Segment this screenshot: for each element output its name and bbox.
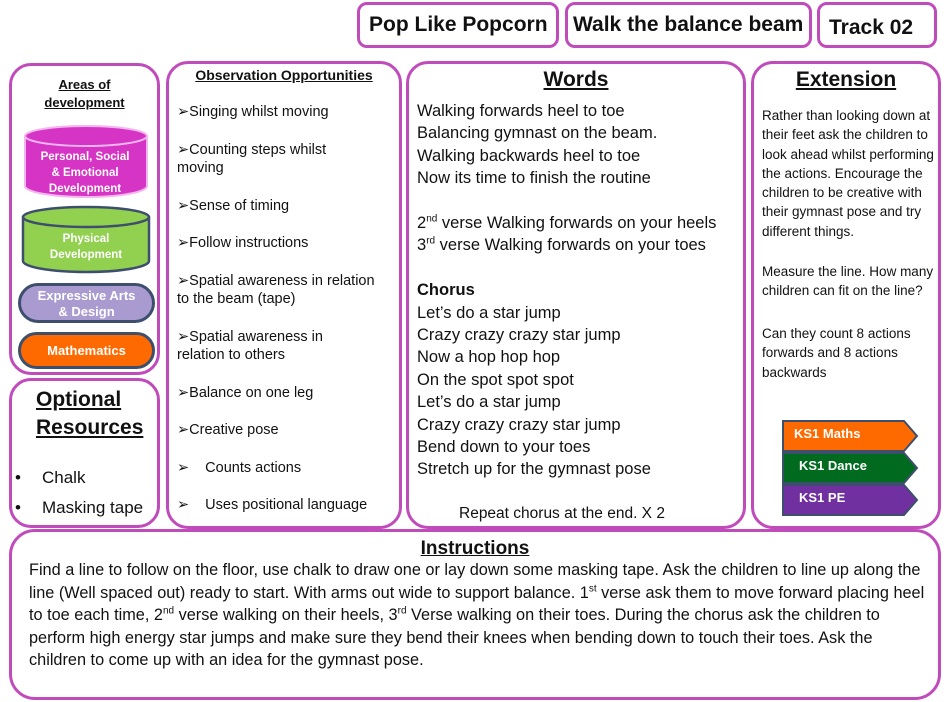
activity-title-tag [565,2,812,48]
song-title: Pop Like Popcorn [369,13,548,36]
observation-item: ➢Spatial awareness in relation to others [177,329,323,363]
resources-list [12,463,143,523]
track-tag [817,2,937,48]
chorus-line: Let’s do a star jump [417,304,561,322]
lyric-line: Now its time to finish the routine [417,169,651,187]
track-number: Track 02 [829,16,914,39]
observation-item: ➢Sense of timing [177,198,290,214]
lyric-line: Walking forwards heel to toe [417,102,625,120]
area-label: Personal, Social & Emotional Development [40,151,130,195]
ks1-pe-link[interactable]: KS1 PE [782,484,918,515]
resource-item: • Chalk [15,468,86,487]
area-physical-cylinder [21,205,145,273]
areas-title: Areas of development [44,77,125,110]
extension-title: Extension [795,68,897,91]
ks1-dance-link[interactable]: KS1 Dance [782,452,918,483]
lyric-line-verse3: 3rd verse Walking forwards on your toes [417,235,706,254]
words-title: Words [543,68,609,91]
instructions-title: Instructions [420,538,530,559]
areas-of-development-panel [9,63,160,375]
area-label: Physical Development [49,233,123,261]
extension-panel [751,61,941,529]
words-panel [406,61,746,529]
chorus-line: Now a hop hop hop [417,348,561,366]
observation-item: ➢ Uses positional language [177,497,368,513]
instructions-panel [9,529,941,700]
chorus-line: Bend down to your toes [417,438,591,456]
observation-item: ➢ Counts actions [177,460,302,476]
area-psed-cylinder [23,124,147,199]
lyric-line: Walking backwards heel to toe [417,147,641,165]
chorus-line: Crazy crazy crazy star jump [417,416,621,434]
resource-item: • Masking tape [15,498,144,517]
chorus-line: Stretch up for the gymnast pose [417,460,651,478]
extension-paragraph: Rather than looking down at their feet ask the children to look ahead whilst performing the actions. Encourage the children to be creative with their gymnast pose and try different things. [762,108,934,239]
observation-item: ➢Balance on one leg [177,385,314,401]
observation-item: ➢Creative pose [177,422,279,438]
chorus-line: Crazy crazy crazy star jump [417,326,621,344]
lyric-line-verse2: 2nd verse Walking forwards on your heels [417,213,717,232]
extension-paragraph: Measure the line. How many children can fit on the line? [762,264,934,299]
activity-title: Walk the balance beam [573,13,804,36]
observation-item: ➢Spatial awareness in relation to the beam (tape) [177,273,375,307]
observation-item: ➢Counting steps whilst moving [177,142,327,176]
area-mathematics-pill: Mathematics [18,332,155,369]
resources-title: Optional Resources [36,388,144,439]
lyric-line: Balancing gymnast on the beam. [417,124,658,142]
optional-resources-panel [9,378,160,528]
extension-paragraph: Can they count 8 actions forwards and 8 actions backwards [762,326,911,380]
observation-item: ➢Follow instructions [177,235,309,251]
song-title-tag [357,2,559,48]
area-expressive-arts-pill: Expressive Arts & Design [18,283,155,323]
observation-panel [166,61,402,529]
chorus-line: Let’s do a star jump [417,393,561,411]
chorus-line: On the spot spot spot [417,371,574,389]
observation-item: ➢Singing whilst moving [177,104,329,120]
chorus-title: Chorus [417,281,475,299]
observation-title: Observation Opportunities [195,67,373,83]
curriculum-links [782,420,922,518]
instructions-text: Find a line to follow on the floor, use chalk to draw one or lay down some masking tape. Ask the children to line up along the line (Well spaced out) ready to start. With arms out wide to support balance. 1st verse ask them to move forward placing heel to toe each time, 2nd verse walking on their heels, 3rd Verse walking on their toes. During the chorus ask the children to perform high energy star jumps and make sure they bend their knees when bending down to touch their toes. Ask the children to come up with an idea for the gymnast pose. [29,561,925,669]
ks1-maths-link[interactable]: KS1 Maths [782,420,918,451]
repeat-note: Repeat chorus at the end. X 2 [459,505,665,522]
